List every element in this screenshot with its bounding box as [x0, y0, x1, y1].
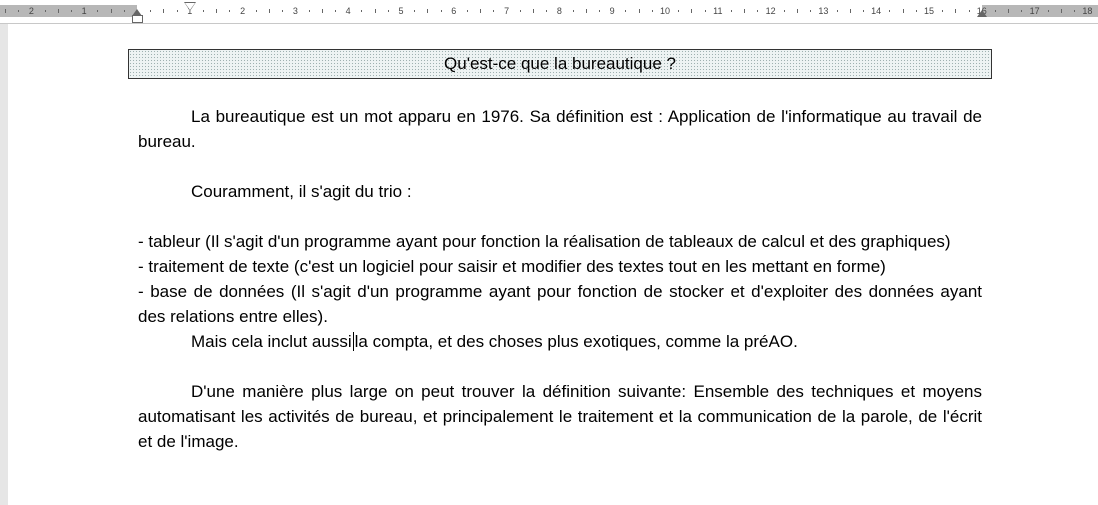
ruler-tick	[744, 9, 745, 13]
ruler-tick	[1061, 9, 1062, 13]
ruler-number: 1	[187, 6, 193, 16]
ruler-tick	[18, 10, 19, 12]
ruler-tick	[691, 9, 692, 13]
ruler-tick	[58, 9, 59, 13]
ruler-tick	[757, 10, 758, 12]
list-item-traitement-texte: - traitement de texte (c'est un logiciel pour saisir et modifier des textes tout en les mettant en forme)	[138, 257, 886, 276]
ruler-tick	[837, 10, 838, 12]
ruler-number: 4	[345, 6, 351, 16]
ruler-right-margin	[982, 5, 1098, 17]
ruler-left-margin	[0, 5, 137, 17]
ruler-number: 10	[659, 6, 671, 16]
ruler-tick	[533, 9, 534, 13]
ruler-tick	[427, 9, 428, 13]
ruler-tick	[520, 10, 521, 12]
ruler-tick	[150, 10, 151, 12]
ruler-tick	[586, 9, 587, 13]
ruler-number: 16	[976, 6, 987, 16]
ruler-tick	[731, 10, 732, 12]
ruler-number: 7	[504, 6, 510, 16]
ruler-tick	[216, 9, 217, 13]
ruler-tick	[45, 10, 46, 12]
ruler-tick	[493, 10, 494, 12]
ruler-tick	[995, 10, 996, 12]
document-title: Qu'est-ce que la bureautique ?	[128, 49, 992, 79]
ruler-number: 15	[923, 6, 935, 16]
document-page[interactable]	[8, 24, 1098, 505]
paragraph-definition-large: D'une manière plus large on peut trouver la définition suivante: Ensemble des techniques et moyens automatisant les activités de bureau, et principalement le traitement et la communication de la parole, de l'écrit et de l'image.	[138, 382, 982, 451]
ruler-tick	[639, 9, 640, 13]
ruler-tick	[414, 10, 415, 12]
ruler-number: 5	[398, 6, 404, 16]
left-indent-marker[interactable]	[132, 15, 143, 23]
first-line-indent-marker-fill	[185, 3, 195, 10]
ruler-tick	[784, 10, 785, 12]
ruler-tick	[546, 10, 547, 12]
ruler-tick	[863, 10, 864, 12]
ruler-number: 11	[713, 6, 723, 16]
ruler-tick	[969, 10, 970, 12]
ruler-number: 17	[1029, 6, 1040, 16]
ruler-number: 12	[765, 6, 776, 16]
ruler-number: 3	[292, 6, 298, 16]
horizontal-ruler[interactable]	[0, 0, 1098, 24]
ruler-tick	[467, 10, 468, 12]
ruler-tick	[203, 10, 204, 12]
ruler-tick	[361, 10, 362, 12]
ruler-tick	[124, 10, 125, 12]
ruler-tick	[269, 9, 270, 13]
ruler-tick	[1021, 10, 1022, 12]
paragraph-definition: La bureautique est un mot apparu en 1976. Sa définition est : Application de l'informatique au travail de bureau.	[138, 107, 982, 151]
ruler-tick	[5, 9, 6, 13]
document-body[interactable]	[138, 104, 982, 454]
ruler-tick	[1048, 10, 1049, 12]
ruler-tick	[625, 10, 626, 12]
ruler-tick	[163, 9, 164, 13]
ruler-tick	[797, 9, 798, 13]
paragraph-trio: Couramment, il s'agit du trio :	[191, 182, 412, 201]
paragraph-compta-start: Mais cela inclut aussi	[191, 332, 352, 351]
ruler-tick	[111, 9, 112, 13]
ruler-tick	[678, 10, 679, 12]
ruler-tick	[177, 10, 178, 12]
ruler-tick	[850, 9, 851, 13]
ruler-tick	[335, 10, 336, 12]
ruler-tick	[322, 9, 323, 13]
ruler-tick	[916, 10, 917, 12]
ruler-number: 14	[871, 6, 882, 16]
ruler-tick	[903, 9, 904, 13]
ruler-tick	[955, 9, 956, 13]
ruler-number: 6	[451, 6, 457, 16]
ruler-number: 1	[81, 6, 87, 16]
ruler-tick	[1008, 9, 1009, 13]
paragraph-compta	[138, 329, 982, 354]
ruler-tick	[441, 10, 442, 12]
ruler-number: 13	[818, 6, 829, 16]
ruler-tick	[480, 9, 481, 13]
ruler-tick	[71, 10, 72, 12]
ruler-tick	[256, 10, 257, 12]
list-item-tableur: - tableur (Il s'agit d'un programme ayant pour fonction la réalisation de tableaux de calcul et des graphiques)	[138, 232, 951, 251]
paragraph-compta-end: la compta, et des choses plus exotiques, comme la préAO.	[354, 332, 798, 351]
ruler-number: 8	[556, 6, 562, 16]
ruler-number: 18	[1082, 6, 1093, 16]
ruler-number: 2	[28, 6, 34, 16]
ruler-tick	[282, 10, 283, 12]
ruler-tick	[97, 10, 98, 12]
ruler-tick	[229, 10, 230, 12]
ruler-tick	[388, 10, 389, 12]
list-item-base-donnees: - base de données (Il s'agit d'un programme ayant pour fonction de stocker et d'exploiter des données ayant des relations entre elles).	[138, 282, 982, 326]
ruler-tick	[573, 10, 574, 12]
ruler-number: 9	[609, 6, 615, 16]
ruler-tick	[652, 10, 653, 12]
right-indent-marker[interactable]	[977, 10, 987, 17]
text-cursor	[353, 332, 354, 351]
ruler-tick	[942, 10, 943, 12]
ruler-tick	[705, 10, 706, 12]
ruler-tick	[1074, 10, 1075, 12]
ruler-tick	[810, 10, 811, 12]
ruler-number: 2	[240, 6, 246, 16]
ruler-tick	[889, 10, 890, 12]
ruler-tick	[599, 10, 600, 12]
ruler-tick	[309, 10, 310, 12]
ruler-tick	[375, 9, 376, 13]
